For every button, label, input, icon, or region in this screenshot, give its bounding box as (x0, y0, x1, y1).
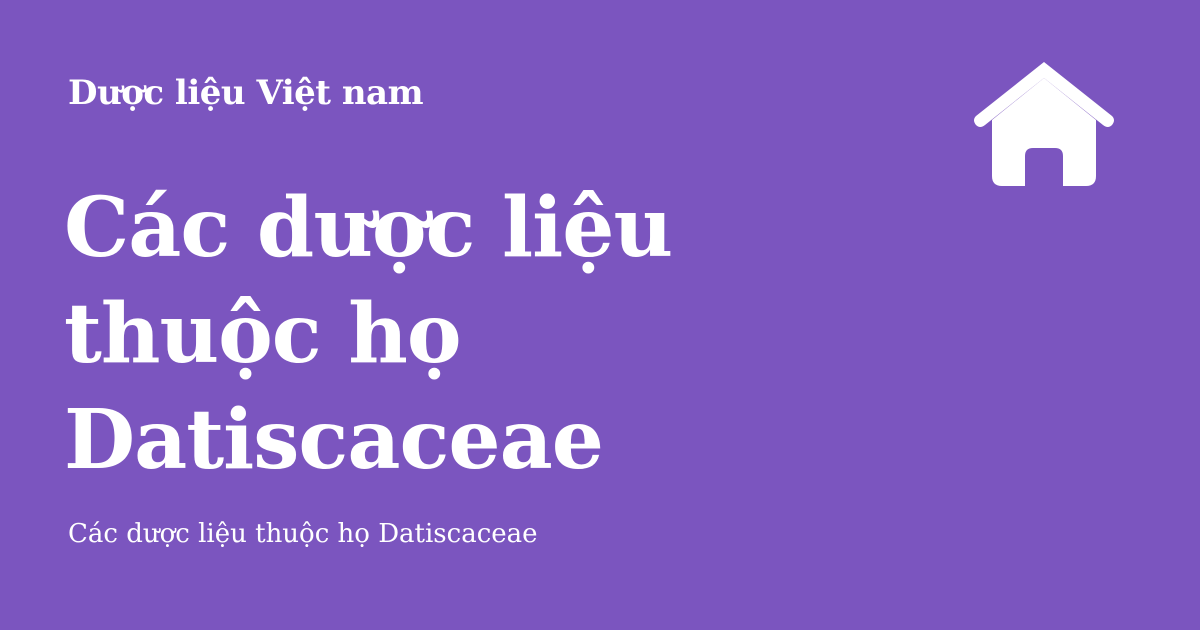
page-title-line-3: Datiscaceae (64, 392, 603, 488)
page-title-line-2: thuộc họ (64, 286, 461, 382)
page-title (64, 175, 824, 493)
site-name: Dược liệu Việt nam (68, 73, 424, 113)
page-title-line-1: Các dược liệu (64, 180, 673, 276)
page-subtitle: Các dược liệu thuộc họ Datiscaceae (68, 519, 538, 549)
home-icon[interactable] (970, 58, 1118, 190)
